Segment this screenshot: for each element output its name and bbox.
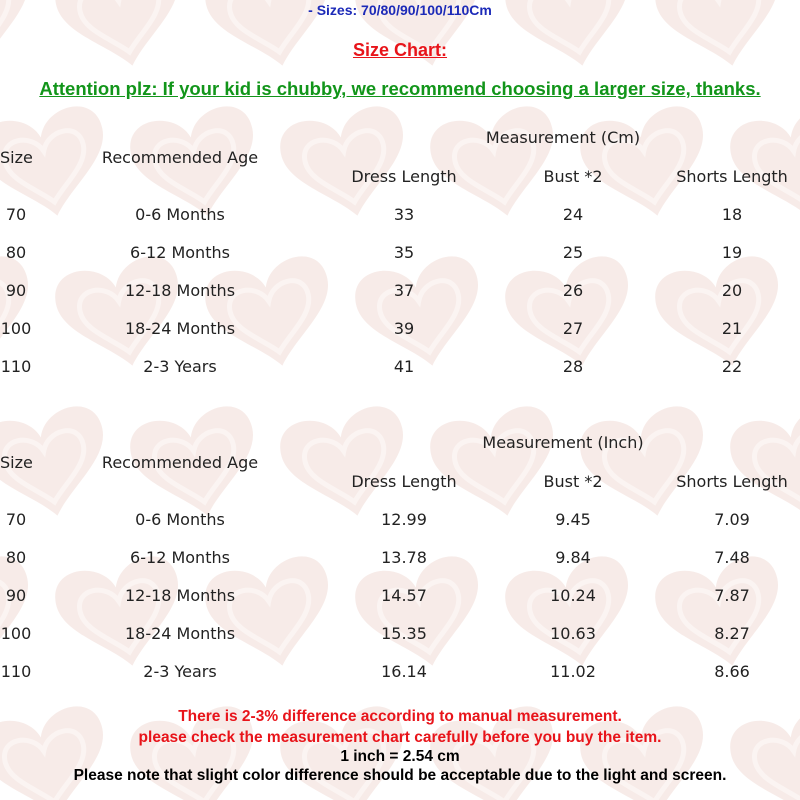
inch-row1-dress: 12.99 bbox=[381, 510, 427, 529]
cm-row5-size: 110 bbox=[0, 357, 32, 376]
cm-row3-dress: 37 bbox=[393, 281, 415, 300]
inch-row1-shorts: 7.09 bbox=[714, 510, 750, 529]
attention-note: Attention plz: If your kid is chubby, we recommend choosing a larger size, thanks. bbox=[39, 78, 761, 99]
cm-row2-bust: 25 bbox=[562, 243, 584, 262]
cm-row1-bust: 24 bbox=[562, 205, 584, 224]
inch-row3-bust: 10.24 bbox=[550, 586, 596, 605]
column-header-size: Size bbox=[0, 453, 33, 472]
cm-row3-shorts: 20 bbox=[721, 281, 743, 300]
inch-row1-bust: 9.45 bbox=[555, 510, 591, 529]
cm-row4-bust: 27 bbox=[562, 319, 584, 338]
cm-row4-age: 18-24 Months bbox=[124, 319, 236, 338]
cm-row3-size: 90 bbox=[5, 281, 27, 300]
difference-note: There is 2-3% difference according to manual measurement. bbox=[178, 708, 622, 725]
cm-row4-shorts: 21 bbox=[721, 319, 743, 338]
inch-row5-bust: 11.02 bbox=[550, 662, 596, 681]
size-chart-title: Size Chart: bbox=[352, 40, 448, 60]
inch-row4-dress: 15.35 bbox=[381, 624, 427, 643]
inch-row2-bust: 9.84 bbox=[555, 548, 591, 567]
inch-row5-shorts: 8.66 bbox=[714, 662, 750, 681]
cm-row2-shorts: 19 bbox=[721, 243, 743, 262]
inch-row4-bust: 10.63 bbox=[550, 624, 596, 643]
inch-row3-shorts: 7.87 bbox=[714, 586, 750, 605]
cm-row3-bust: 26 bbox=[562, 281, 584, 300]
column-header-age: Recommended Age bbox=[101, 148, 259, 167]
cm-row5-bust: 28 bbox=[562, 357, 584, 376]
inch-row1-size: 70 bbox=[5, 510, 27, 529]
inch-row4-shorts: 8.27 bbox=[714, 624, 750, 643]
inch-row4-age: 18-24 Months bbox=[124, 624, 236, 643]
cm-row4-dress: 39 bbox=[393, 319, 415, 338]
column-header-age: Recommended Age bbox=[101, 453, 259, 472]
inch-row2-shorts: 7.48 bbox=[714, 548, 750, 567]
inch-row5-age: 2-3 Years bbox=[143, 662, 217, 681]
column-header-bust: Bust *2 bbox=[543, 167, 603, 186]
conversion-note: 1 inch = 2.54 cm bbox=[340, 748, 460, 765]
inch-row4-size: 100 bbox=[0, 624, 32, 643]
inch-row2-size: 80 bbox=[5, 548, 27, 567]
inch-row3-size: 90 bbox=[5, 586, 27, 605]
cm-row3-age: 12-18 Months bbox=[124, 281, 236, 300]
cm-row2-dress: 35 bbox=[393, 243, 415, 262]
column-header-bust: Bust *2 bbox=[543, 472, 603, 491]
column-header-dress-length: Dress Length bbox=[351, 472, 457, 491]
check-note: please check the measurement chart carefully before you buy the item. bbox=[138, 729, 662, 746]
cm-row1-age: 0-6 Months bbox=[135, 205, 225, 224]
group-header-inch: Measurement (Inch) bbox=[482, 433, 644, 452]
cm-row4-size: 100 bbox=[0, 319, 32, 338]
column-header-shorts-length: Shorts Length bbox=[676, 472, 788, 491]
group-header-cm: Measurement (Cm) bbox=[485, 128, 641, 147]
inch-row3-dress: 14.57 bbox=[381, 586, 427, 605]
inch-row5-dress: 16.14 bbox=[381, 662, 427, 681]
cm-row1-dress: 33 bbox=[393, 205, 415, 224]
cm-row1-size: 70 bbox=[5, 205, 27, 224]
inch-row1-age: 0-6 Months bbox=[135, 510, 225, 529]
cm-row2-age: 6-12 Months bbox=[130, 243, 230, 262]
column-header-shorts-length: Shorts Length bbox=[676, 167, 788, 186]
column-header-dress-length: Dress Length bbox=[351, 167, 457, 186]
color-difference-note: Please note that slight color difference should be acceptable due to the light and screen. bbox=[73, 767, 727, 784]
cm-row5-dress: 41 bbox=[393, 357, 415, 376]
sizes-line: - Sizes: 70/80/90/100/110Cm bbox=[308, 2, 492, 18]
inch-row3-age: 12-18 Months bbox=[124, 586, 236, 605]
cm-row1-shorts: 18 bbox=[721, 205, 743, 224]
cm-row2-size: 80 bbox=[5, 243, 27, 262]
cm-row5-shorts: 22 bbox=[721, 357, 743, 376]
inch-row2-dress: 13.78 bbox=[381, 548, 427, 567]
cm-row5-age: 2-3 Years bbox=[143, 357, 217, 376]
column-header-size: Size bbox=[0, 148, 33, 167]
inch-row2-age: 6-12 Months bbox=[130, 548, 230, 567]
inch-row5-size: 110 bbox=[0, 662, 32, 681]
